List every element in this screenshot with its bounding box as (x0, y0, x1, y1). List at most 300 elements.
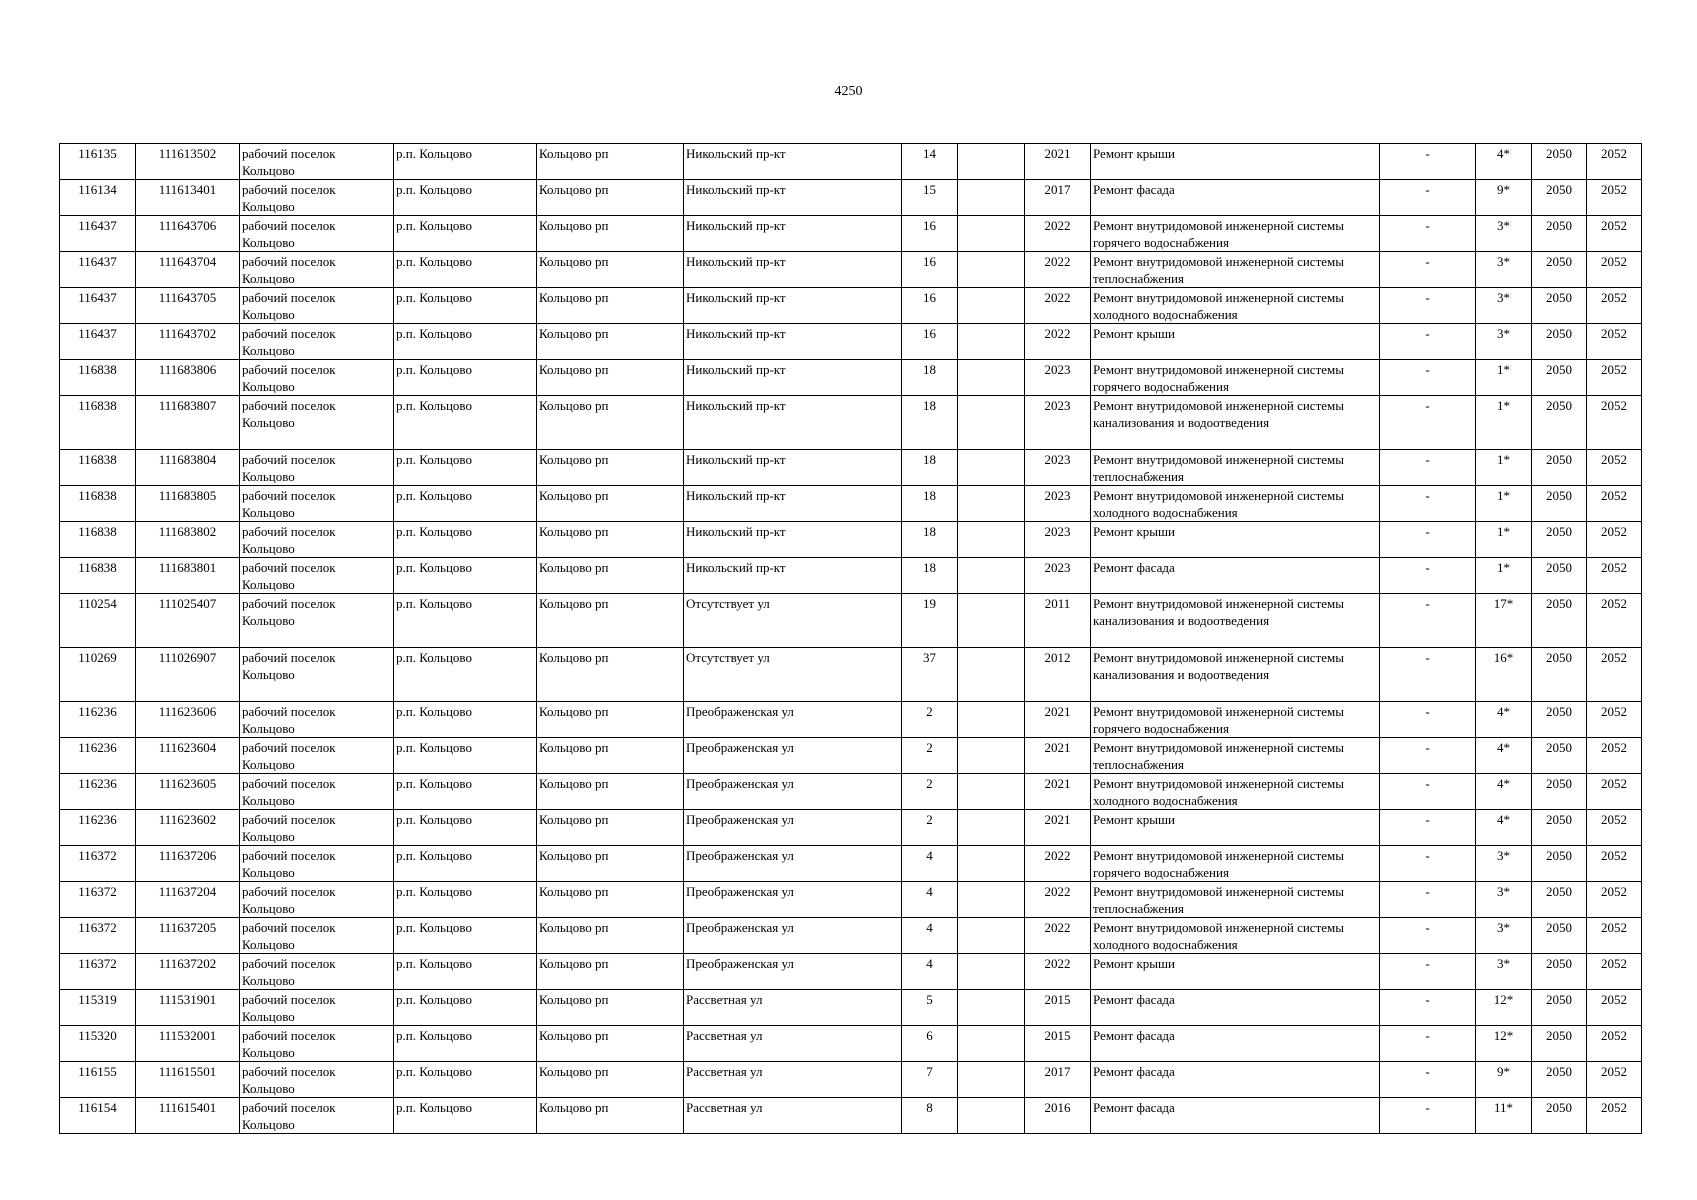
dash-cell: - (1380, 774, 1476, 810)
house-id-cell: 116838 (60, 558, 136, 594)
street-cell: Рассветная ул (684, 1062, 902, 1098)
deterioration-cell: 4* (1476, 144, 1532, 180)
table-row (60, 702, 1642, 738)
year-cell: 2021 (1025, 738, 1091, 774)
table-row (60, 846, 1642, 882)
locality-cell: Кольцово рп (537, 180, 684, 216)
settlement-short-cell: р.п. Кольцово (394, 738, 537, 774)
house-id-cell: 116437 (60, 216, 136, 252)
table-row (60, 594, 1642, 648)
house-number-cell: 4 (902, 882, 958, 918)
house-number-cell: 15 (902, 180, 958, 216)
deterioration-cell: 3* (1476, 324, 1532, 360)
dash-cell: - (1380, 360, 1476, 396)
street-cell: Никольский пр-кт (684, 558, 902, 594)
deterioration-cell: 3* (1476, 846, 1532, 882)
house-number-cell: 8 (902, 1098, 958, 1134)
house-id-cell: 116236 (60, 702, 136, 738)
locality-cell: Кольцово рп (537, 360, 684, 396)
deterioration-cell: 4* (1476, 702, 1532, 738)
year-to-cell: 2052 (1587, 252, 1642, 288)
house-number-cell: 18 (902, 360, 958, 396)
settlement-type-cell: рабочий поселок Кольцово (240, 918, 394, 954)
building-cell (958, 450, 1025, 486)
dash-cell: - (1380, 1098, 1476, 1134)
settlement-short-cell: р.п. Кольцово (394, 774, 537, 810)
deterioration-cell: 1* (1476, 360, 1532, 396)
street-cell: Никольский пр-кт (684, 360, 902, 396)
locality-cell: Кольцово рп (537, 990, 684, 1026)
work-type-cell: Ремонт внутридомовой инженерной системы холодного водоснабжения (1091, 774, 1380, 810)
building-cell (958, 594, 1025, 648)
work-type-cell: Ремонт крыши (1091, 324, 1380, 360)
locality-cell: Кольцово рп (537, 648, 684, 702)
dash-cell: - (1380, 882, 1476, 918)
settlement-type-cell: рабочий поселок Кольцово (240, 702, 394, 738)
year-to-cell: 2052 (1587, 396, 1642, 450)
year-from-cell: 2050 (1532, 648, 1587, 702)
element-id-cell: 111683801 (136, 558, 240, 594)
work-type-cell: Ремонт фасада (1091, 990, 1380, 1026)
year-cell: 2021 (1025, 144, 1091, 180)
year-from-cell: 2050 (1532, 810, 1587, 846)
year-from-cell: 2050 (1532, 486, 1587, 522)
year-from-cell: 2050 (1532, 180, 1587, 216)
dash-cell: - (1380, 144, 1476, 180)
settlement-type-cell: рабочий поселок Кольцово (240, 252, 394, 288)
element-id-cell: 111623605 (136, 774, 240, 810)
building-cell (958, 1062, 1025, 1098)
street-cell: Отсутствует ул (684, 594, 902, 648)
year-to-cell: 2052 (1587, 738, 1642, 774)
table-row (60, 1098, 1642, 1134)
element-id-cell: 111683807 (136, 396, 240, 450)
house-id-cell: 110269 (60, 648, 136, 702)
year-from-cell: 2050 (1532, 774, 1587, 810)
dash-cell: - (1380, 252, 1476, 288)
year-from-cell: 2050 (1532, 702, 1587, 738)
deterioration-cell: 1* (1476, 486, 1532, 522)
year-to-cell: 2052 (1587, 522, 1642, 558)
settlement-type-cell: рабочий поселок Кольцово (240, 990, 394, 1026)
year-cell: 2021 (1025, 702, 1091, 738)
locality-cell: Кольцово рп (537, 738, 684, 774)
settlement-short-cell: р.п. Кольцово (394, 144, 537, 180)
settlement-short-cell: р.п. Кольцово (394, 882, 537, 918)
year-from-cell: 2050 (1532, 558, 1587, 594)
year-to-cell: 2052 (1587, 324, 1642, 360)
settlement-type-cell: рабочий поселок Кольцово (240, 180, 394, 216)
table-row (60, 360, 1642, 396)
settlement-short-cell: р.п. Кольцово (394, 1098, 537, 1134)
year-from-cell: 2050 (1532, 1098, 1587, 1134)
table-row (60, 252, 1642, 288)
year-from-cell: 2050 (1532, 216, 1587, 252)
settlement-short-cell: р.п. Кольцово (394, 918, 537, 954)
building-cell (958, 846, 1025, 882)
settlement-short-cell: р.п. Кольцово (394, 450, 537, 486)
house-number-cell: 2 (902, 738, 958, 774)
settlement-type-cell: рабочий поселок Кольцово (240, 558, 394, 594)
year-cell: 2023 (1025, 558, 1091, 594)
dash-cell: - (1380, 954, 1476, 990)
building-cell (958, 954, 1025, 990)
work-type-cell: Ремонт внутридомовой инженерной системы канализования и водоотведения (1091, 396, 1380, 450)
settlement-type-cell: рабочий поселок Кольцово (240, 450, 394, 486)
settlement-short-cell: р.п. Кольцово (394, 360, 537, 396)
year-cell: 2021 (1025, 810, 1091, 846)
deterioration-cell: 4* (1476, 738, 1532, 774)
settlement-short-cell: р.п. Кольцово (394, 648, 537, 702)
settlement-type-cell: рабочий поселок Кольцово (240, 144, 394, 180)
street-cell: Никольский пр-кт (684, 216, 902, 252)
dash-cell: - (1380, 396, 1476, 450)
locality-cell: Кольцово рп (537, 216, 684, 252)
year-cell: 2022 (1025, 846, 1091, 882)
settlement-short-cell: р.п. Кольцово (394, 396, 537, 450)
building-cell (958, 1026, 1025, 1062)
deterioration-cell: 3* (1476, 252, 1532, 288)
house-id-cell: 116372 (60, 954, 136, 990)
house-number-cell: 19 (902, 594, 958, 648)
table-row (60, 486, 1642, 522)
settlement-short-cell: р.п. Кольцово (394, 216, 537, 252)
table-row (60, 216, 1642, 252)
year-from-cell: 2050 (1532, 396, 1587, 450)
year-from-cell: 2050 (1532, 594, 1587, 648)
house-number-cell: 4 (902, 954, 958, 990)
year-cell: 2022 (1025, 288, 1091, 324)
dash-cell: - (1380, 1062, 1476, 1098)
dash-cell: - (1380, 594, 1476, 648)
locality-cell: Кольцово рп (537, 324, 684, 360)
locality-cell: Кольцово рп (537, 144, 684, 180)
settlement-short-cell: р.п. Кольцово (394, 288, 537, 324)
work-type-cell: Ремонт крыши (1091, 144, 1380, 180)
house-id-cell: 116372 (60, 882, 136, 918)
work-type-cell: Ремонт внутридомовой инженерной системы холодного водоснабжения (1091, 288, 1380, 324)
year-to-cell: 2052 (1587, 594, 1642, 648)
year-to-cell: 2052 (1587, 1026, 1642, 1062)
house-number-cell: 18 (902, 486, 958, 522)
settlement-type-cell: рабочий поселок Кольцово (240, 846, 394, 882)
table-row (60, 450, 1642, 486)
dash-cell: - (1380, 990, 1476, 1026)
work-type-cell: Ремонт внутридомовой инженерной системы канализования и водоотведения (1091, 594, 1380, 648)
settlement-short-cell: р.п. Кольцово (394, 846, 537, 882)
table-row (60, 954, 1642, 990)
settlement-type-cell: рабочий поселок Кольцово (240, 216, 394, 252)
element-id-cell: 111643706 (136, 216, 240, 252)
locality-cell: Кольцово рп (537, 1062, 684, 1098)
year-to-cell: 2052 (1587, 144, 1642, 180)
year-to-cell: 2052 (1587, 1062, 1642, 1098)
settlement-type-cell: рабочий поселок Кольцово (240, 396, 394, 450)
table-row (60, 738, 1642, 774)
table-row (60, 288, 1642, 324)
element-id-cell: 111025407 (136, 594, 240, 648)
locality-cell: Кольцово рп (537, 774, 684, 810)
house-id-cell: 116437 (60, 288, 136, 324)
year-from-cell: 2050 (1532, 288, 1587, 324)
element-id-cell: 111637202 (136, 954, 240, 990)
year-from-cell: 2050 (1532, 252, 1587, 288)
deterioration-cell: 12* (1476, 990, 1532, 1026)
element-id-cell: 111683805 (136, 486, 240, 522)
year-cell: 2017 (1025, 180, 1091, 216)
year-to-cell: 2052 (1587, 846, 1642, 882)
settlement-type-cell: рабочий поселок Кольцово (240, 288, 394, 324)
dash-cell: - (1380, 648, 1476, 702)
deterioration-cell: 16* (1476, 648, 1532, 702)
year-from-cell: 2050 (1532, 1026, 1587, 1062)
year-cell: 2011 (1025, 594, 1091, 648)
settlement-short-cell: р.п. Кольцово (394, 180, 537, 216)
settlement-short-cell: р.п. Кольцово (394, 990, 537, 1026)
house-id-cell: 115320 (60, 1026, 136, 1062)
locality-cell: Кольцово рп (537, 918, 684, 954)
year-cell: 2023 (1025, 486, 1091, 522)
settlement-short-cell: р.п. Кольцово (394, 810, 537, 846)
dash-cell: - (1380, 324, 1476, 360)
deterioration-cell: 9* (1476, 180, 1532, 216)
year-cell: 2023 (1025, 450, 1091, 486)
year-cell: 2022 (1025, 954, 1091, 990)
street-cell: Никольский пр-кт (684, 486, 902, 522)
street-cell: Преображенская ул (684, 846, 902, 882)
house-id-cell: 116437 (60, 252, 136, 288)
table-row (60, 648, 1642, 702)
work-type-cell: Ремонт фасада (1091, 180, 1380, 216)
building-cell (958, 252, 1025, 288)
locality-cell: Кольцово рп (537, 1026, 684, 1062)
settlement-short-cell: р.п. Кольцово (394, 702, 537, 738)
deterioration-cell: 1* (1476, 558, 1532, 594)
year-cell: 2022 (1025, 882, 1091, 918)
building-cell (958, 774, 1025, 810)
year-to-cell: 2052 (1587, 216, 1642, 252)
building-cell (958, 558, 1025, 594)
year-cell: 2022 (1025, 918, 1091, 954)
table-body (60, 144, 1642, 1134)
house-id-cell: 116838 (60, 450, 136, 486)
locality-cell: Кольцово рп (537, 558, 684, 594)
work-type-cell: Ремонт крыши (1091, 954, 1380, 990)
settlement-short-cell: р.п. Кольцово (394, 1062, 537, 1098)
work-type-cell: Ремонт внутридомовой инженерной системы канализования и водоотведения (1091, 648, 1380, 702)
house-id-cell: 116838 (60, 360, 136, 396)
year-to-cell: 2052 (1587, 990, 1642, 1026)
year-from-cell: 2050 (1532, 324, 1587, 360)
house-number-cell: 18 (902, 558, 958, 594)
dash-cell: - (1380, 216, 1476, 252)
building-cell (958, 738, 1025, 774)
house-number-cell: 4 (902, 846, 958, 882)
dash-cell: - (1380, 558, 1476, 594)
settlement-type-cell: рабочий поселок Кольцово (240, 738, 394, 774)
settlement-type-cell: рабочий поселок Кольцово (240, 1098, 394, 1134)
dash-cell: - (1380, 918, 1476, 954)
house-id-cell: 116838 (60, 522, 136, 558)
year-from-cell: 2050 (1532, 450, 1587, 486)
deterioration-cell: 9* (1476, 1062, 1532, 1098)
year-from-cell: 2050 (1532, 522, 1587, 558)
house-number-cell: 6 (902, 1026, 958, 1062)
locality-cell: Кольцово рп (537, 252, 684, 288)
element-id-cell: 111531901 (136, 990, 240, 1026)
building-cell (958, 360, 1025, 396)
street-cell: Никольский пр-кт (684, 180, 902, 216)
year-cell: 2021 (1025, 774, 1091, 810)
settlement-type-cell: рабочий поселок Кольцово (240, 360, 394, 396)
repair-schedule-table (59, 143, 1642, 1134)
element-id-cell: 111643704 (136, 252, 240, 288)
year-from-cell: 2050 (1532, 990, 1587, 1026)
work-type-cell: Ремонт фасада (1091, 558, 1380, 594)
locality-cell: Кольцово рп (537, 450, 684, 486)
year-from-cell: 2050 (1532, 882, 1587, 918)
settlement-type-cell: рабочий поселок Кольцово (240, 774, 394, 810)
house-number-cell: 14 (902, 144, 958, 180)
street-cell: Никольский пр-кт (684, 288, 902, 324)
year-to-cell: 2052 (1587, 360, 1642, 396)
table-row (60, 396, 1642, 450)
deterioration-cell: 1* (1476, 522, 1532, 558)
table-row (60, 180, 1642, 216)
house-id-cell: 116838 (60, 396, 136, 450)
house-number-cell: 2 (902, 810, 958, 846)
element-id-cell: 111615501 (136, 1062, 240, 1098)
settlement-type-cell: рабочий поселок Кольцово (240, 648, 394, 702)
house-number-cell: 16 (902, 216, 958, 252)
street-cell: Преображенская ул (684, 918, 902, 954)
house-id-cell: 116372 (60, 918, 136, 954)
dash-cell: - (1380, 810, 1476, 846)
settlement-type-cell: рабочий поселок Кольцово (240, 882, 394, 918)
house-id-cell: 116372 (60, 846, 136, 882)
settlement-short-cell: р.п. Кольцово (394, 594, 537, 648)
house-number-cell: 18 (902, 522, 958, 558)
table-row (60, 810, 1642, 846)
house-id-cell: 115319 (60, 990, 136, 1026)
house-id-cell: 116236 (60, 810, 136, 846)
element-id-cell: 111637204 (136, 882, 240, 918)
year-cell: 2022 (1025, 216, 1091, 252)
year-to-cell: 2052 (1587, 288, 1642, 324)
year-cell: 2022 (1025, 252, 1091, 288)
house-id-cell: 116236 (60, 774, 136, 810)
building-cell (958, 180, 1025, 216)
settlement-short-cell: р.п. Кольцово (394, 558, 537, 594)
year-cell: 2022 (1025, 324, 1091, 360)
table-row (60, 1062, 1642, 1098)
building-cell (958, 288, 1025, 324)
year-from-cell: 2050 (1532, 738, 1587, 774)
page-number: 4250 (834, 84, 863, 99)
work-type-cell: Ремонт фасада (1091, 1098, 1380, 1134)
table-row (60, 1026, 1642, 1062)
settlement-short-cell: р.п. Кольцово (394, 522, 537, 558)
house-number-cell: 16 (902, 288, 958, 324)
element-id-cell: 111613401 (136, 180, 240, 216)
year-cell: 2023 (1025, 522, 1091, 558)
work-type-cell: Ремонт внутридомовой инженерной системы холодного водоснабжения (1091, 486, 1380, 522)
house-id-cell: 116134 (60, 180, 136, 216)
work-type-cell: Ремонт фасада (1091, 1026, 1380, 1062)
deterioration-cell: 1* (1476, 450, 1532, 486)
locality-cell: Кольцово рп (537, 810, 684, 846)
settlement-short-cell: р.п. Кольцово (394, 252, 537, 288)
building-cell (958, 144, 1025, 180)
street-cell: Отсутствует ул (684, 648, 902, 702)
house-id-cell: 116437 (60, 324, 136, 360)
dash-cell: - (1380, 486, 1476, 522)
year-to-cell: 2052 (1587, 648, 1642, 702)
dash-cell: - (1380, 738, 1476, 774)
locality-cell: Кольцово рп (537, 486, 684, 522)
dash-cell: - (1380, 180, 1476, 216)
work-type-cell: Ремонт внутридомовой инженерной системы горячего водоснабжения (1091, 846, 1380, 882)
building-cell (958, 396, 1025, 450)
house-number-cell: 2 (902, 702, 958, 738)
locality-cell: Кольцово рп (537, 846, 684, 882)
settlement-type-cell: рабочий поселок Кольцово (240, 810, 394, 846)
element-id-cell: 111613502 (136, 144, 240, 180)
house-number-cell: 18 (902, 396, 958, 450)
settlement-type-cell: рабочий поселок Кольцово (240, 486, 394, 522)
element-id-cell: 111683802 (136, 522, 240, 558)
house-number-cell: 37 (902, 648, 958, 702)
work-type-cell: Ремонт внутридомовой инженерной системы теплоснабжения (1091, 882, 1380, 918)
house-number-cell: 16 (902, 324, 958, 360)
settlement-short-cell: р.п. Кольцово (394, 954, 537, 990)
settlement-type-cell: рабочий поселок Кольцово (240, 324, 394, 360)
house-id-cell: 110254 (60, 594, 136, 648)
dash-cell: - (1380, 288, 1476, 324)
street-cell: Преображенская ул (684, 954, 902, 990)
building-cell (958, 918, 1025, 954)
year-to-cell: 2052 (1587, 450, 1642, 486)
year-from-cell: 2050 (1532, 144, 1587, 180)
street-cell: Никольский пр-кт (684, 252, 902, 288)
year-to-cell: 2052 (1587, 810, 1642, 846)
year-cell: 2012 (1025, 648, 1091, 702)
table-row (60, 918, 1642, 954)
deterioration-cell: 3* (1476, 954, 1532, 990)
table-row (60, 144, 1642, 180)
dash-cell: - (1380, 450, 1476, 486)
settlement-short-cell: р.п. Кольцово (394, 1026, 537, 1062)
settlement-type-cell: рабочий поселок Кольцово (240, 1062, 394, 1098)
locality-cell: Кольцово рп (537, 594, 684, 648)
house-number-cell: 2 (902, 774, 958, 810)
building-cell (958, 882, 1025, 918)
locality-cell: Кольцово рп (537, 522, 684, 558)
street-cell: Никольский пр-кт (684, 450, 902, 486)
house-id-cell: 116236 (60, 738, 136, 774)
street-cell: Рассветная ул (684, 990, 902, 1026)
building-cell (958, 1098, 1025, 1134)
year-cell: 2015 (1025, 990, 1091, 1026)
year-cell: 2023 (1025, 396, 1091, 450)
deterioration-cell: 4* (1476, 774, 1532, 810)
deterioration-cell: 4* (1476, 810, 1532, 846)
year-cell: 2016 (1025, 1098, 1091, 1134)
house-number-cell: 4 (902, 918, 958, 954)
building-cell (958, 486, 1025, 522)
street-cell: Преображенская ул (684, 702, 902, 738)
year-to-cell: 2052 (1587, 1098, 1642, 1134)
